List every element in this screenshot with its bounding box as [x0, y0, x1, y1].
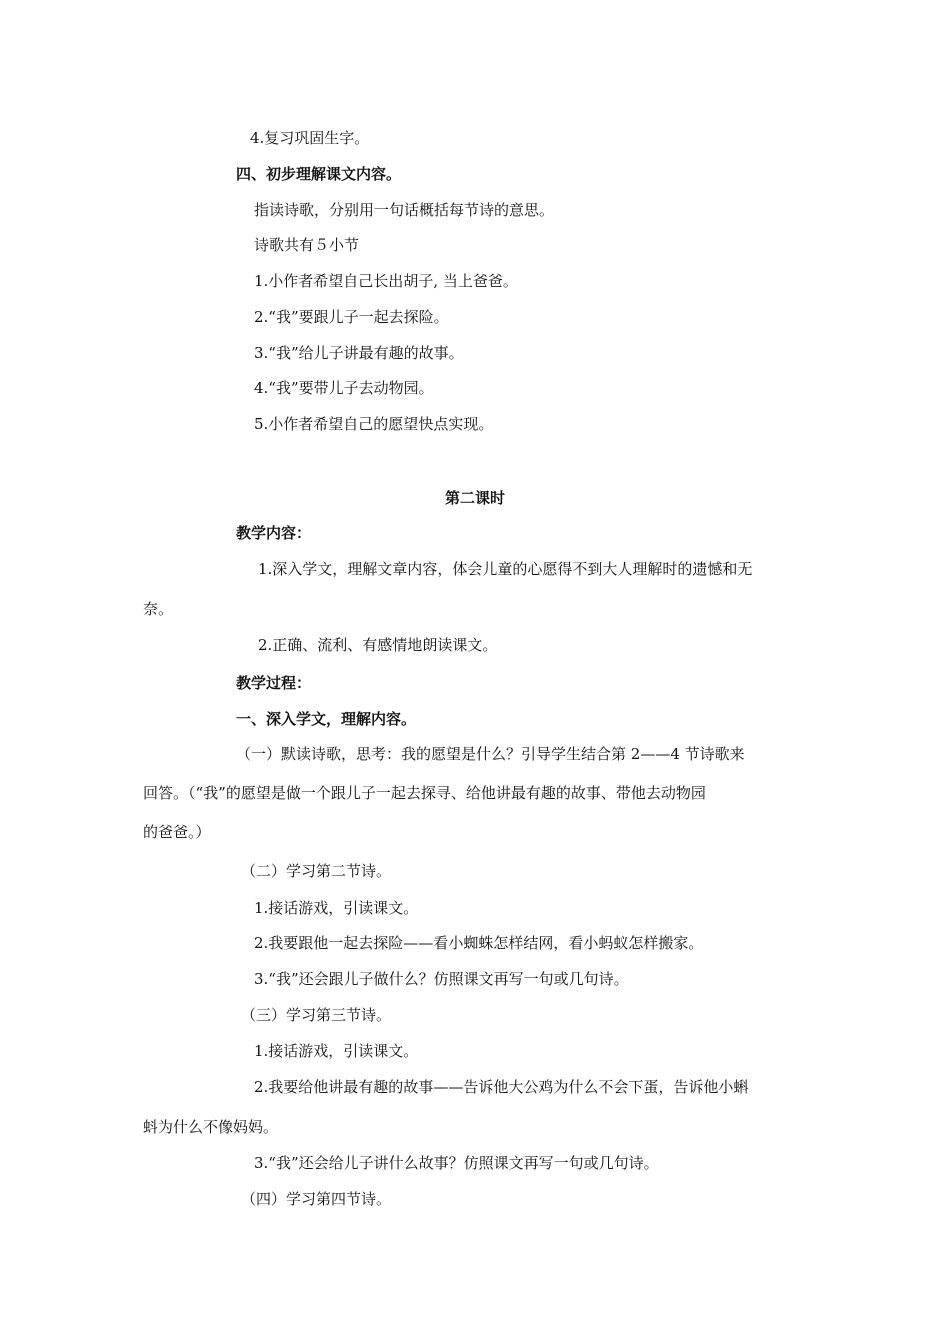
- part-two-heading: （二）学习第二节诗。: [241, 862, 392, 880]
- stanza-item: 3.“我”给儿子讲最有趣的故事。: [254, 344, 464, 362]
- content-item: 2.正确、流利、有感情地朗读课文。: [258, 636, 498, 654]
- part-three-item-continuation: 蚪为什么不像妈妈。: [143, 1118, 279, 1136]
- stanza-item: 1.小作者希望自己长出胡子, 当上爸爸。: [254, 272, 518, 290]
- part-two-item: 1.接话游戏，引读课文。: [254, 899, 419, 917]
- part-three-heading: （三）学习第三节诗。: [241, 1006, 392, 1024]
- stanza-count: 诗歌共有５小节: [254, 236, 360, 254]
- review-item: 4.复习巩固生字。: [250, 129, 370, 147]
- part-one-text: （一）默读诗歌，思考：我的愿望是什么？引导学生结合第 2——4 节诗歌来: [236, 745, 745, 763]
- stanza-item: 5.小作者希望自己的愿望快点实现。: [254, 415, 494, 433]
- step-one-heading: 一、深入学文，理解内容。: [236, 710, 417, 728]
- stanza-item: 4.“我”要带儿子去动物园。: [254, 379, 434, 397]
- part-four-heading: （四）学习第四节诗。: [241, 1190, 392, 1208]
- part-two-item: 3.“我”还会跟儿子做什么？仿照课文再写一句或几句诗。: [254, 970, 629, 988]
- part-one-text: 的爸爸。）: [143, 823, 211, 841]
- heading-four: 四、初步理解课文内容。: [236, 165, 402, 183]
- stanza-item: 2.“我”要跟儿子一起去探险。: [254, 308, 449, 326]
- content-heading: 教学内容：: [236, 524, 312, 542]
- process-heading: 教学过程：: [236, 674, 312, 692]
- part-three-item: 1.接话游戏，引读课文。: [254, 1042, 419, 1060]
- part-three-item: 3.“我”还会给儿子讲什么故事？仿照课文再写一句或几句诗。: [254, 1154, 659, 1172]
- content-item: 1.深入学文，理解文章内容，体会儿童的心愿得不到大人理解时的遗憾和无: [258, 560, 753, 578]
- part-two-item: 2.我要跟他一起去探险——看小蜘蛛怎样结网，看小蚂蚁怎样搬家。: [254, 934, 704, 952]
- content-item-continuation: 奈。: [143, 600, 174, 618]
- instruction-text: 指读诗歌，分别用一句话概括每节诗的意思。: [254, 201, 555, 219]
- part-three-item: 2.我要给他讲最有趣的故事——告诉他大公鸡为什么不会下蛋，告诉他小蝌: [254, 1078, 749, 1096]
- part-one-text: 回答。（“我”的愿望是做一个跟儿子一起去探寻、给他讲最有趣的故事、带他去动物园: [143, 784, 706, 802]
- lesson-title: 第二课时: [444, 489, 505, 507]
